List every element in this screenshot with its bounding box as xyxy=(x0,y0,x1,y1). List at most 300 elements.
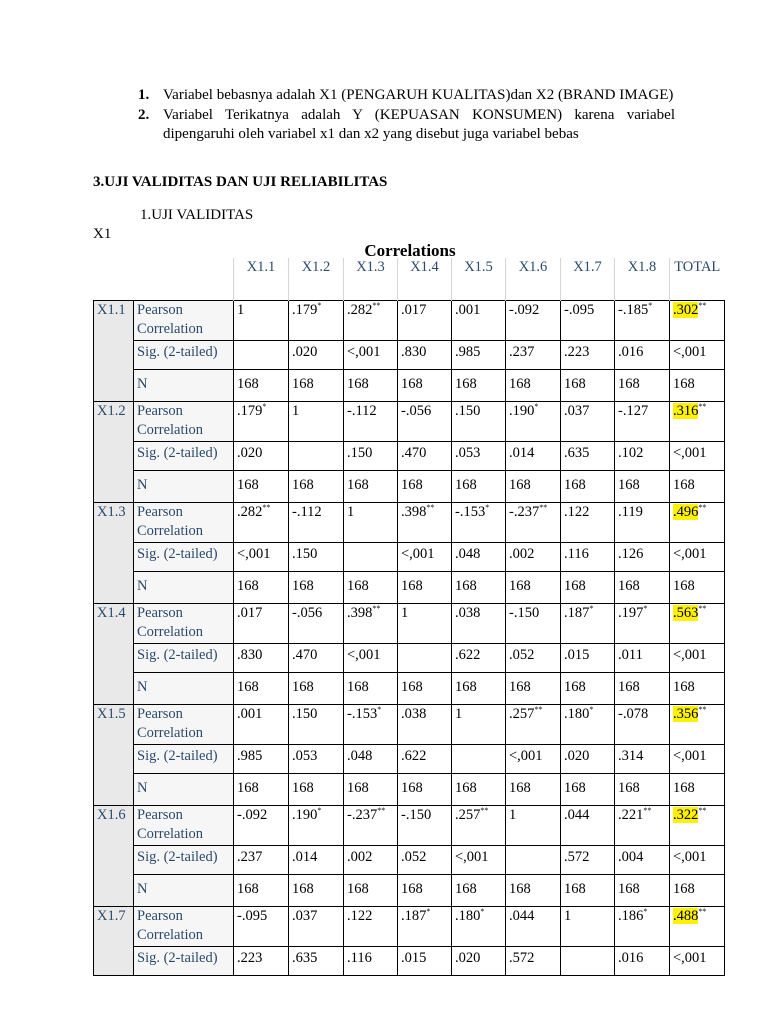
pearson-value: .190 xyxy=(509,403,535,419)
pearson-cell xyxy=(289,604,344,644)
table-title: Correlations xyxy=(364,241,456,260)
n-cell: 168 xyxy=(561,572,615,604)
table-row xyxy=(94,806,725,846)
pearson-cell xyxy=(398,604,452,644)
column-header: TOTAL xyxy=(670,258,725,301)
pearson-cell xyxy=(289,503,344,543)
significance-mark: * xyxy=(480,907,485,916)
sig-cell: .053 xyxy=(452,442,506,471)
variable-list xyxy=(138,86,675,145)
n-cell: 168 xyxy=(344,370,398,402)
pearson-cell xyxy=(506,503,561,543)
n-cell: 168 xyxy=(398,370,452,402)
stat-label-n: N xyxy=(134,471,234,503)
row-header: X1.5 xyxy=(94,705,134,806)
stat-label-sig: Sig. (2-tailed) xyxy=(134,442,234,471)
column-header: X1.5 xyxy=(452,258,506,301)
n-cell: 168 xyxy=(289,370,344,402)
significance-mark: * xyxy=(643,907,648,916)
stat-label-sig: Sig. (2-tailed) xyxy=(134,947,234,976)
stat-label-n: N xyxy=(134,572,234,604)
n-cell: 168 xyxy=(234,572,289,604)
n-cell: 168 xyxy=(506,673,561,705)
n-cell: 168 xyxy=(452,572,506,604)
sig-cell: .002 xyxy=(506,543,561,572)
pearson-cell xyxy=(506,806,561,846)
sig-cell: .053 xyxy=(289,745,344,774)
n-cell: 168 xyxy=(615,774,670,806)
n-cell: 168 xyxy=(506,370,561,402)
list-number: 2. xyxy=(138,106,150,123)
stat-label-pearson: Pearson Correlation xyxy=(134,503,234,543)
pearson-value: .001 xyxy=(237,706,263,722)
pearson-value: 1 xyxy=(347,504,355,520)
sig-cell: .470 xyxy=(398,442,452,471)
n-cell: 168 xyxy=(289,774,344,806)
stat-label-sig: Sig. (2-tailed) xyxy=(134,644,234,673)
pearson-cell xyxy=(344,907,398,947)
significance-mark: * xyxy=(485,503,490,512)
pearson-cell xyxy=(561,503,615,543)
row-header: X1.2 xyxy=(94,402,134,503)
pearson-value: .187 xyxy=(401,908,427,924)
pearson-value: .563 xyxy=(673,605,699,621)
sig-cell: .052 xyxy=(398,846,452,875)
sig-cell: .116 xyxy=(344,947,398,976)
n-cell: 168 xyxy=(344,572,398,604)
pearson-value: .187 xyxy=(564,605,590,621)
pearson-cell xyxy=(234,806,289,846)
pearson-cell xyxy=(234,301,289,341)
significance-mark: * xyxy=(589,705,594,714)
sig-cell: .237 xyxy=(506,341,561,370)
sig-cell xyxy=(506,846,561,875)
n-cell: 168 xyxy=(452,673,506,705)
sig-cell: <,001 xyxy=(670,644,725,673)
pearson-value: -.056 xyxy=(401,403,432,419)
stat-label-n: N xyxy=(134,875,234,907)
pearson-cell xyxy=(615,503,670,543)
sig-cell xyxy=(452,745,506,774)
pearson-cell xyxy=(670,503,725,543)
sig-cell: .470 xyxy=(289,644,344,673)
significance-mark: ** xyxy=(539,503,548,512)
sig-cell xyxy=(289,442,344,471)
n-cell: 168 xyxy=(452,471,506,503)
pearson-cell xyxy=(670,806,725,846)
n-cell: 168 xyxy=(561,370,615,402)
table-row xyxy=(94,471,725,503)
n-cell: 168 xyxy=(289,471,344,503)
sig-cell: .150 xyxy=(344,442,398,471)
sig-cell: .002 xyxy=(344,846,398,875)
pearson-cell xyxy=(234,907,289,947)
n-cell: 168 xyxy=(561,774,615,806)
pearson-cell xyxy=(615,402,670,442)
pearson-value: .197 xyxy=(618,605,644,621)
sig-cell: .635 xyxy=(289,947,344,976)
sig-cell: .011 xyxy=(615,644,670,673)
list-text: Variabel bebasnya adalah X1 (PENGARUH KUALITAS)dan X2 (BRAND IMAGE) xyxy=(163,87,674,103)
pearson-value: -.150 xyxy=(509,605,540,621)
pearson-cell xyxy=(344,705,398,745)
header-blank xyxy=(134,258,234,301)
pearson-value: .282 xyxy=(347,302,373,318)
header-row xyxy=(94,258,725,301)
pearson-value: .488 xyxy=(673,908,699,924)
pearson-value: .221 xyxy=(618,807,644,823)
pearson-cell xyxy=(615,301,670,341)
table-row xyxy=(94,503,725,543)
n-cell: 168 xyxy=(506,774,561,806)
sig-cell: <,001 xyxy=(506,745,561,774)
significance-mark: * xyxy=(643,604,648,613)
n-cell: 168 xyxy=(344,774,398,806)
stat-label-pearson: Pearson Correlation xyxy=(134,907,234,947)
column-header: X1.2 xyxy=(289,258,344,301)
significance-mark: ** xyxy=(480,806,489,815)
correlations-table xyxy=(93,258,725,976)
row-header: X1.3 xyxy=(94,503,134,604)
stat-label-sig: Sig. (2-tailed) xyxy=(134,745,234,774)
pearson-cell xyxy=(289,705,344,745)
n-cell: 168 xyxy=(289,875,344,907)
subheading: 1.UJI VALIDITAS xyxy=(140,207,254,223)
n-cell: 168 xyxy=(234,673,289,705)
pearson-cell xyxy=(561,806,615,846)
n-cell: 168 xyxy=(506,572,561,604)
n-cell: 168 xyxy=(398,471,452,503)
pearson-cell xyxy=(398,503,452,543)
pearson-cell xyxy=(452,907,506,947)
column-header: X1.3 xyxy=(344,258,398,301)
section-heading: 3.UJI VALIDITAS DAN UJI RELIABILITAS xyxy=(93,174,388,190)
sig-cell: .985 xyxy=(234,745,289,774)
pearson-value: -.150 xyxy=(401,807,432,823)
table-row xyxy=(94,572,725,604)
pearson-value: .044 xyxy=(509,908,535,924)
pearson-cell xyxy=(234,604,289,644)
pearson-value: -.092 xyxy=(509,302,540,318)
sig-cell: <,001 xyxy=(670,846,725,875)
n-cell: 168 xyxy=(289,673,344,705)
sig-cell: .223 xyxy=(561,341,615,370)
sig-cell: .016 xyxy=(615,947,670,976)
pearson-cell xyxy=(344,301,398,341)
pearson-value: -.237 xyxy=(509,504,540,520)
pearson-cell xyxy=(234,705,289,745)
significance-mark: ** xyxy=(643,806,652,815)
pearson-cell xyxy=(670,402,725,442)
significance-mark: ** xyxy=(698,806,707,815)
pearson-value: -.078 xyxy=(618,706,649,722)
list-text: Variabel Terikatnya adalah Y (KEPUASAN KONSUMEN) karena variabel dipengaruhi oleh variabel x1 dan x2 yang disebut juga variabel bebas xyxy=(163,106,675,142)
significance-mark: * xyxy=(262,402,267,411)
pearson-value: .150 xyxy=(292,706,318,722)
pearson-cell xyxy=(289,402,344,442)
pearson-value: -.112 xyxy=(347,403,377,419)
pearson-value: -.185 xyxy=(618,302,649,318)
pearson-value: 1 xyxy=(564,908,572,924)
pearson-value: .180 xyxy=(455,908,481,924)
pearson-cell xyxy=(506,705,561,745)
pearson-value: 1 xyxy=(509,807,517,823)
pearson-value: .257 xyxy=(455,807,481,823)
pearson-value: -.127 xyxy=(618,403,649,419)
sig-cell: <,001 xyxy=(670,543,725,572)
sig-cell: .223 xyxy=(234,947,289,976)
n-cell: 168 xyxy=(615,572,670,604)
sig-cell: .985 xyxy=(452,341,506,370)
stat-label-pearson: Pearson Correlation xyxy=(134,402,234,442)
significance-mark: * xyxy=(317,806,322,815)
table-row xyxy=(94,370,725,402)
n-cell: 168 xyxy=(234,471,289,503)
pearson-value: .496 xyxy=(673,504,699,520)
n-cell: 168 xyxy=(670,774,725,806)
pearson-value: .398 xyxy=(401,504,427,520)
pearson-cell xyxy=(344,806,398,846)
significance-mark: ** xyxy=(698,503,707,512)
pearson-value: .017 xyxy=(237,605,263,621)
pearson-value: 1 xyxy=(292,403,300,419)
n-cell: 168 xyxy=(344,471,398,503)
table-row xyxy=(94,907,725,947)
pearson-value: .316 xyxy=(673,403,699,419)
table-row xyxy=(94,947,725,976)
row-header: X1.6 xyxy=(94,806,134,907)
pearson-value: .122 xyxy=(347,908,373,924)
pearson-value: -.095 xyxy=(237,908,268,924)
stat-label-sig: Sig. (2-tailed) xyxy=(134,341,234,370)
sig-cell: .020 xyxy=(561,745,615,774)
pearson-value: .190 xyxy=(292,807,318,823)
pearson-value: .179 xyxy=(292,302,318,318)
n-cell: 168 xyxy=(234,370,289,402)
pearson-cell xyxy=(452,806,506,846)
column-header: X1.8 xyxy=(615,258,670,301)
sig-cell: .830 xyxy=(398,341,452,370)
n-cell: 168 xyxy=(670,471,725,503)
n-cell: 168 xyxy=(670,572,725,604)
significance-mark: * xyxy=(377,705,382,714)
table-row xyxy=(94,442,725,471)
pearson-cell xyxy=(452,604,506,644)
pearson-cell xyxy=(452,402,506,442)
pearson-cell xyxy=(615,705,670,745)
pearson-value: -.112 xyxy=(292,504,322,520)
pearson-value: .001 xyxy=(455,302,481,318)
significance-mark: * xyxy=(317,301,322,310)
n-cell: 168 xyxy=(452,875,506,907)
variable-label: X1 xyxy=(93,226,112,242)
n-cell: 168 xyxy=(234,774,289,806)
pearson-cell xyxy=(506,604,561,644)
stat-label-sig: Sig. (2-tailed) xyxy=(134,846,234,875)
row-header: X1.1 xyxy=(94,301,134,402)
sig-cell: <,001 xyxy=(670,341,725,370)
sig-cell xyxy=(561,947,615,976)
significance-mark: ** xyxy=(698,604,707,613)
table-row xyxy=(94,673,725,705)
pearson-cell xyxy=(398,806,452,846)
row-header: X1.7 xyxy=(94,907,134,976)
stat-label-pearson: Pearson Correlation xyxy=(134,705,234,745)
pearson-value: .150 xyxy=(455,403,481,419)
sig-cell: <,001 xyxy=(344,644,398,673)
n-cell: 168 xyxy=(344,875,398,907)
pearson-value: .302 xyxy=(673,302,699,318)
stat-label-pearson: Pearson Correlation xyxy=(134,604,234,644)
pearson-value: .122 xyxy=(564,504,590,520)
pearson-value: .119 xyxy=(618,504,643,520)
pearson-cell xyxy=(344,402,398,442)
sig-cell: .004 xyxy=(615,846,670,875)
table-row xyxy=(94,875,725,907)
pearson-value: .356 xyxy=(673,706,699,722)
pearson-value: -.153 xyxy=(455,504,486,520)
pearson-value: .179 xyxy=(237,403,263,419)
significance-mark: ** xyxy=(426,503,435,512)
pearson-cell xyxy=(452,503,506,543)
stat-label-pearson: Pearson Correlation xyxy=(134,806,234,846)
significance-mark: * xyxy=(426,907,431,916)
n-cell: 168 xyxy=(615,875,670,907)
n-cell: 168 xyxy=(452,370,506,402)
significance-mark: ** xyxy=(534,705,543,714)
pearson-value: 1 xyxy=(455,706,463,722)
sig-cell: .635 xyxy=(561,442,615,471)
significance-mark: ** xyxy=(698,705,707,714)
stat-label-n: N xyxy=(134,673,234,705)
sig-cell: .237 xyxy=(234,846,289,875)
sig-cell: .150 xyxy=(289,543,344,572)
sig-cell: .126 xyxy=(615,543,670,572)
pearson-cell xyxy=(561,705,615,745)
table-row xyxy=(94,705,725,745)
sig-cell: .016 xyxy=(615,341,670,370)
pearson-cell xyxy=(344,604,398,644)
pearson-cell xyxy=(506,402,561,442)
pearson-cell xyxy=(344,503,398,543)
sig-cell: <,001 xyxy=(670,442,725,471)
pearson-value: .282 xyxy=(237,504,263,520)
sig-cell: .020 xyxy=(452,947,506,976)
column-header: X1.6 xyxy=(506,258,561,301)
pearson-value: .037 xyxy=(564,403,590,419)
n-cell: 168 xyxy=(234,875,289,907)
stat-label-n: N xyxy=(134,370,234,402)
pearson-cell xyxy=(398,907,452,947)
pearson-cell xyxy=(398,301,452,341)
pearson-value: .398 xyxy=(347,605,373,621)
pearson-value: .044 xyxy=(564,807,590,823)
sig-cell xyxy=(234,341,289,370)
table-row xyxy=(94,543,725,572)
n-cell: 168 xyxy=(452,774,506,806)
sig-cell: <,001 xyxy=(670,745,725,774)
significance-mark: ** xyxy=(698,301,707,310)
n-cell: 168 xyxy=(615,673,670,705)
n-cell: 168 xyxy=(398,875,452,907)
pearson-value: -.056 xyxy=(292,605,323,621)
table-row xyxy=(94,301,725,341)
list-number: 1. xyxy=(138,87,150,103)
pearson-cell xyxy=(506,301,561,341)
sig-cell: .052 xyxy=(506,644,561,673)
sig-cell: .020 xyxy=(234,442,289,471)
stat-label-n: N xyxy=(134,774,234,806)
pearson-cell xyxy=(289,301,344,341)
sig-cell: <,001 xyxy=(234,543,289,572)
pearson-value: .038 xyxy=(455,605,481,621)
n-cell: 168 xyxy=(670,875,725,907)
pearson-cell xyxy=(561,301,615,341)
pearson-cell xyxy=(452,301,506,341)
n-cell: 168 xyxy=(398,673,452,705)
header-blank xyxy=(94,258,134,301)
pearson-value: .017 xyxy=(401,302,427,318)
pearson-cell xyxy=(670,907,725,947)
sig-cell: .048 xyxy=(452,543,506,572)
sig-cell xyxy=(344,543,398,572)
pearson-cell xyxy=(234,503,289,543)
pearson-cell xyxy=(615,806,670,846)
n-cell: 168 xyxy=(344,673,398,705)
column-header: X1.4 xyxy=(398,258,452,301)
significance-mark: ** xyxy=(377,806,386,815)
sig-cell: .015 xyxy=(561,644,615,673)
sig-cell: .572 xyxy=(561,846,615,875)
pearson-value: -.237 xyxy=(347,807,378,823)
table-row xyxy=(94,846,725,875)
pearson-cell xyxy=(615,907,670,947)
pearson-value: -.092 xyxy=(237,807,268,823)
table-row xyxy=(94,745,725,774)
pearson-value: .180 xyxy=(564,706,590,722)
list-item xyxy=(138,86,675,106)
table-row xyxy=(94,604,725,644)
stat-label-sig: Sig. (2-tailed) xyxy=(134,543,234,572)
n-cell: 168 xyxy=(670,370,725,402)
column-header: X1.7 xyxy=(561,258,615,301)
sig-cell: <,001 xyxy=(398,543,452,572)
significance-mark: * xyxy=(589,604,594,613)
stat-label-pearson: Pearson Correlation xyxy=(134,301,234,341)
significance-mark: ** xyxy=(698,907,707,916)
sig-cell: .014 xyxy=(289,846,344,875)
pearson-value: 1 xyxy=(401,605,409,621)
sig-cell: <,001 xyxy=(452,846,506,875)
significance-mark: ** xyxy=(372,301,381,310)
sig-cell: .622 xyxy=(398,745,452,774)
significance-mark: * xyxy=(534,402,539,411)
pearson-cell xyxy=(670,301,725,341)
pearson-value: .322 xyxy=(673,807,699,823)
significance-mark: ** xyxy=(262,503,271,512)
n-cell: 168 xyxy=(615,471,670,503)
sig-cell: .830 xyxy=(234,644,289,673)
n-cell: 168 xyxy=(398,774,452,806)
pearson-cell xyxy=(670,604,725,644)
column-header: X1.1 xyxy=(234,258,289,301)
significance-mark: ** xyxy=(698,402,707,411)
n-cell: 168 xyxy=(398,572,452,604)
list-item xyxy=(138,106,675,145)
table-row xyxy=(94,644,725,673)
sig-cell: .048 xyxy=(344,745,398,774)
pearson-value: .257 xyxy=(509,706,535,722)
